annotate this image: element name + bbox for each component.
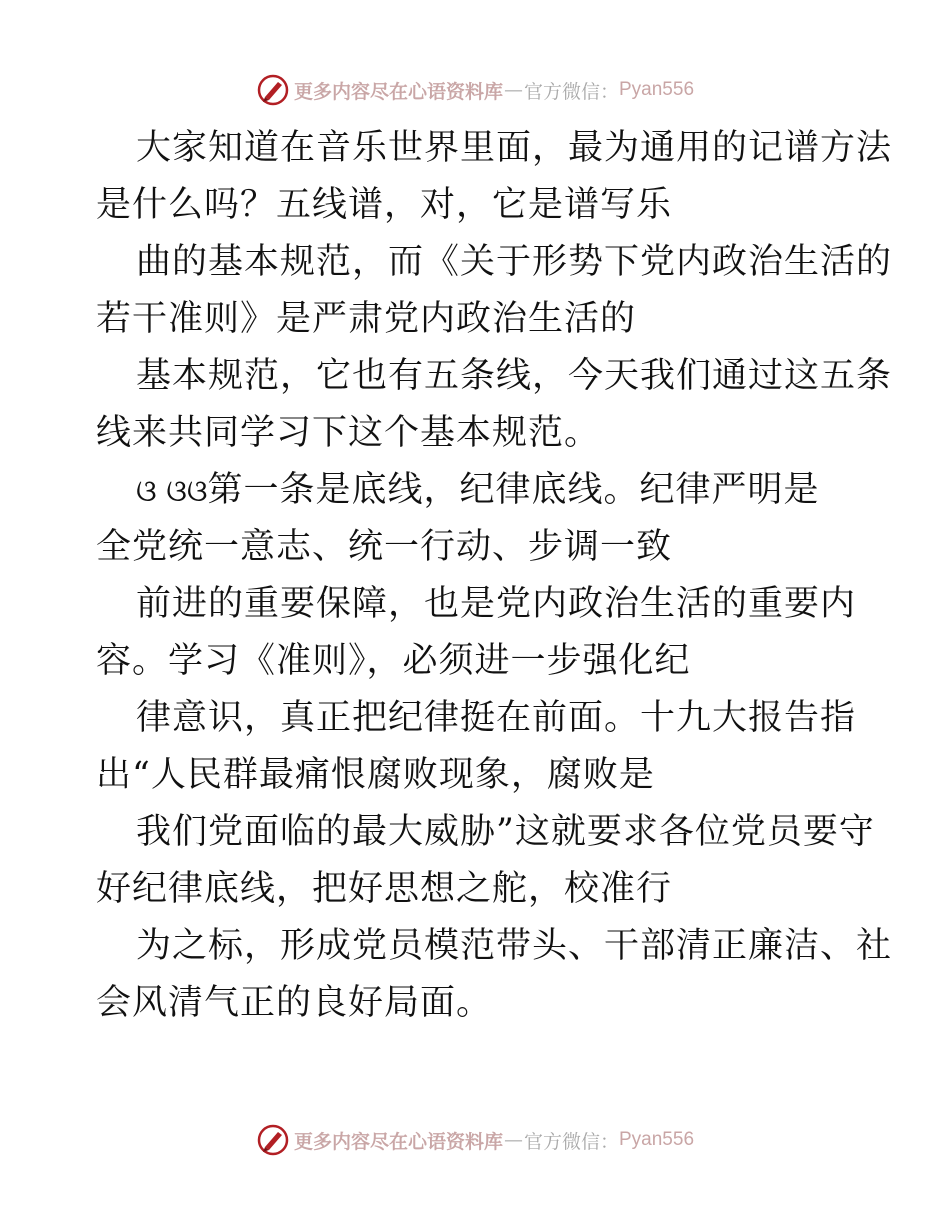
banner-dash: — <box>503 1129 523 1151</box>
document-body <box>96 120 893 1032</box>
decoration-glyph: ଓ ଓଓ <box>136 474 208 509</box>
pen-logo-icon <box>256 1123 290 1157</box>
banner-official-label: 官方微信： <box>523 80 619 103</box>
paragraph-text: 第一条是底线，纪律底线。纪律严明是 <box>207 470 820 510</box>
paragraph-line: 曲的基本规范，而《关于形势下党内政治生活的 <box>136 242 893 282</box>
paragraph-line: 好纪律底线，把好思想之舵，校准行 <box>96 869 673 909</box>
banner-official-label: 官方微信： <box>523 1130 619 1153</box>
paragraph-line: 容。学习《准则》，必须进一步强化纪 <box>96 641 691 681</box>
pen-logo-icon <box>256 73 290 107</box>
paragraph-line: 大家知道在音乐世界里面，最为通用的记谱方法 <box>136 128 893 168</box>
paragraph-line: 前进的重要保障，也是党内政治生活的重要内 <box>136 584 857 624</box>
paragraph-line: 出“人民群最痛恨腐败现象，腐败是 <box>96 755 655 795</box>
paragraph-line: 会风清气正的良好局面。 <box>96 983 493 1023</box>
paragraph-line: 律意识，真正把纪律挺在前面。十九大报告指 <box>136 698 857 738</box>
paragraph-line: 线来共同学习下这个基本规范。 <box>96 413 601 453</box>
paragraph-line: 我们党面临的最大威胁”这就要求各位党员要守 <box>136 812 875 852</box>
paragraph-line: 若干准则》是严肃党内政治生活的 <box>96 299 637 339</box>
paragraph-line: 是什么吗？五线谱，对，它是谱写乐 <box>96 185 673 225</box>
banner-text: 更多内容尽在心语资料库 <box>293 80 503 103</box>
paragraph-line: 全党统一意志、统一行动、步调一致 <box>96 527 673 567</box>
banner-wechat-id: Pyan556 <box>619 79 695 100</box>
paragraph-line: 为之标，形成党员模范带头、干部清正廉洁、社 <box>136 926 893 966</box>
banner-dash: — <box>503 79 523 101</box>
banner-text: 更多内容尽在心语资料库 <box>293 1130 503 1153</box>
banner-wechat-id: Pyan556 <box>619 1129 695 1150</box>
paragraph-line: 基本规范，它也有五条线，今天我们通过这五条 <box>136 356 893 396</box>
paragraph-line <box>96 462 856 519</box>
footer-banner <box>0 1120 950 1160</box>
header-banner <box>0 70 950 110</box>
